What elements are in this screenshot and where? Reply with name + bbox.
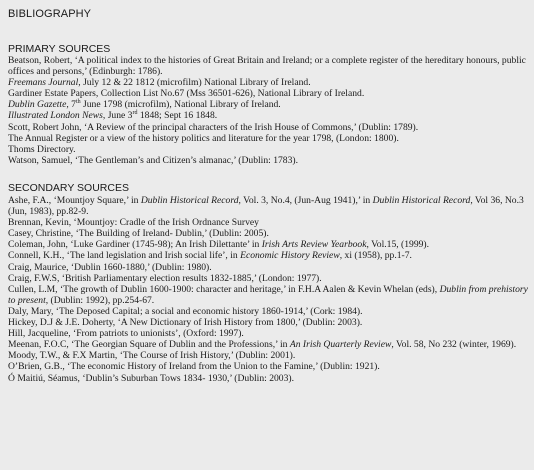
entry-text: Coleman, John, ‘Luke Gardiner (1745-98); An Irish Dilettante’ in [8,239,262,251]
bibliography-entry [8,144,528,155]
entry-text: , Vol. 58, No 232 (winter, 1969). [391,339,517,351]
bibliography-entry [8,133,528,144]
bibliography-entry [8,195,528,217]
entry-text: , June 3 [102,110,133,122]
entry-text: Moody, T.W., & F.X Martin, ‘The Course of Irish History,’ (Dublin: 2001). [8,350,296,362]
page-title: BIBLIOGRAPHY [8,8,92,20]
entry-text: Scott, Robert John, ‘A Review of the principal characters of the Irish House of Commons,’ (Dublin: 1789). [8,121,419,133]
bibliography-entry [8,284,528,306]
entry-text: , Vol.15, (1999). [366,239,430,251]
publication-title: An Irish Quarterly Review [289,339,392,351]
ordinal-suffix: rd [132,110,138,117]
bibliography-entry [8,228,528,239]
entry-text: O’Brien, G.B., ‘The economic History of Ireland from the Union to the Famine,’ (Dublin: 1921). [8,361,380,373]
entry-text: Daly, Mary, ‘The Deposed Capital; a social and economic history 1860-1914,’ (Cork: 1984). [8,305,363,317]
secondary-sources-list [8,195,528,384]
bibliography-entry [8,110,528,121]
bibliography-entry [8,306,528,317]
entry-text: , July 12 & 22 1812 (microfilm) National Library of Ireland. [78,77,311,89]
bibliography-entry [8,155,528,166]
bibliography-entry [8,239,528,250]
entry-text: June 1798 (microfilm), National Library of Ireland. [80,99,281,111]
entry-text: , (Dublin: 1992), pp.254-67. [45,294,155,306]
bibliography-entry [8,339,528,350]
entry-text: The Annual Register or a view of the history politics and literature for the year 1798, (London: 1800). [8,132,399,144]
entry-text: Brennan, Kevin, ‘Mountjoy: Cradle of the Irish Ordnance Survey [8,217,259,229]
bibliography-entry [8,77,528,88]
entry-text: , 7 [66,99,76,111]
bibliography-entry [8,262,528,273]
bibliography-entry [8,55,528,77]
primary-sources-heading: PRIMARY SOURCES [8,43,111,55]
entry-text: Ó Maitiú, Séamus, ‘Dublin’s Suburban Tows 1834- 1930,’ (Dublin: 2003). [8,372,294,384]
entry-text: Casey, Christine, ‘The Building of Ireland- Dublin,’ (Dublin: 2005). [8,228,269,240]
secondary-sources-heading: SECONDARY SOURCES [8,182,129,194]
entry-text: Craig, F.W.S, ‘British Parliamentary election results 1832-1885,’ (London: 1977). [8,272,322,284]
entry-text: Thoms Directory. [8,143,76,155]
bibliography-entry [8,250,528,261]
publication-title: Freemans Journal [8,77,79,89]
bibliography-entry [8,373,528,384]
entry-text: Hickey, D.J & J.E. Doherty, ‘A New Dictionary of Irish History from 1800,’ (Dublin: 2003). [8,317,363,329]
entry-text: 1848; Sept 16 1848. [137,110,218,122]
bibliography-entry [8,99,528,110]
bibliography-entry [8,88,528,99]
publication-title: Dublin from prehistory to present [8,283,528,306]
entry-text: Gardiner Estate Papers, Collection List No.67 (Mss 36501-626), National Library of Ireland. [8,88,365,100]
primary-sources-list [8,55,528,166]
bibliography-entry [8,350,528,361]
publication-title: Dublin Gazette [8,99,67,111]
entry-text: Hill, Jacqueline, ‘From patriots to unionists’, (Oxford: 1997). [8,328,244,340]
publication-title: Economic History Review [240,250,340,262]
publication-title: Irish Arts Review Yearbook [261,239,367,251]
ordinal-suffix: th [75,99,81,106]
publication-title: Dublin Historical Record [372,195,471,206]
entry-text: , xi (1958), pp.1-7. [339,250,412,262]
entry-text: Craig, Maurice, ‘Dublin 1660-1880,’ (Dublin: 1980). [8,261,212,273]
entry-text: Connell, K.H., ‘The land legislation and Irish social life’, in [8,250,241,262]
entry-text: Cullen, L.M, ‘The growth of Dublin 1600-1900: character and heritage,’ in F.H.A Aalen & Kevin Whelan (eds), [8,283,440,295]
bibliography-entry [8,361,528,372]
bibliography-entry [8,217,528,228]
bibliography-entry [8,317,528,328]
entry-text: Watson, Samuel, ‘The Gentleman’s and Citizen’s almanac,’ (Dublin: 1783). [8,154,298,166]
publication-title: Illustrated London News [8,110,103,122]
entry-text: Meenan, F.O.C, ‘The Georgian Square of Dublin and the Professions,’ in [8,339,290,351]
publication-title: Dublin Historical Record [140,195,239,206]
entry-text: , Vol 36, No.3 (Jun, 1983), pp.82-9. [8,195,524,218]
entry-text: , Vol. 3, No.4, (Jun-Aug 1941),’ in [238,195,373,206]
bibliography-entry [8,122,528,133]
entry-text: Beatson, Robert, ‘A political index to the histories of Great Britain and Ireland; or a complete register of the hereditary honours, public offices and persons,’ (Edinburgh: 1786). [8,55,526,78]
bibliography-entry [8,328,528,339]
entry-text: Ashe, F.A., ‘Mountjoy Square,’ in [8,195,141,206]
bibliography-entry [8,273,528,284]
